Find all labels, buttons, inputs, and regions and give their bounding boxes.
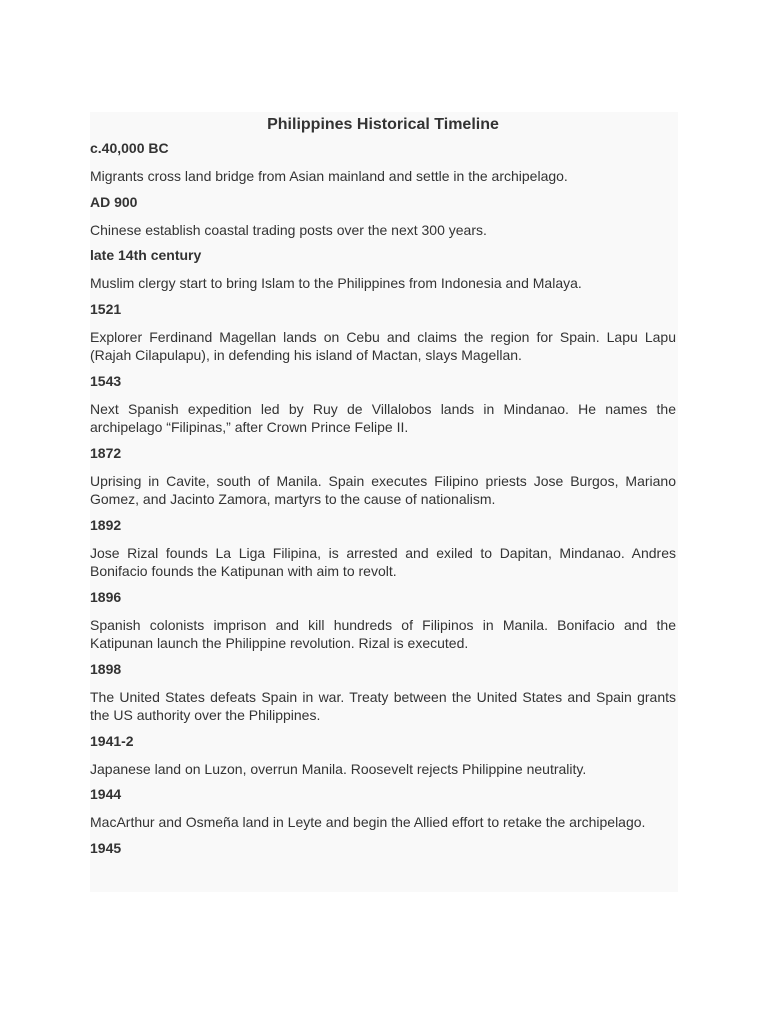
entry-year: 1521 bbox=[90, 300, 122, 317]
entry-year: 1941-2 bbox=[90, 732, 134, 749]
entry-description: Next Spanish expedition led by Ruy de Villalobos lands in Mindanao. He names the archipelago “Filipinas,” after Crown Prince Felipe II. bbox=[90, 400, 676, 435]
page-title: Philippines Historical Timeline bbox=[267, 116, 499, 133]
timeline-entry bbox=[90, 301, 676, 365]
entry-description: Muslim clergy start to bring Islam to the Philippines from Indonesia and Malaya. bbox=[90, 275, 582, 291]
entry-description: MacArthur and Osmeña land in Leyte and begin the Allied effort to retake the archipelago. bbox=[90, 814, 646, 830]
timeline-entry bbox=[90, 194, 676, 240]
entry-description: Jose Rizal founds La Liga Filipina, is arrested and exiled to Dapitan, Mindanao. Andres Bonifacio founds the Katipunan with aim to revolt. bbox=[90, 544, 676, 579]
timeline-entry bbox=[90, 445, 676, 509]
timeline-entry bbox=[90, 589, 676, 653]
entry-year: 1896 bbox=[90, 588, 122, 605]
timeline-entry bbox=[90, 840, 676, 857]
timeline-entry bbox=[90, 373, 676, 437]
timeline-entry bbox=[90, 140, 676, 186]
entry-year: late 14th century bbox=[90, 247, 202, 263]
timeline-entry bbox=[90, 786, 676, 832]
entry-year: AD 900 bbox=[90, 193, 138, 210]
timeline-entry bbox=[90, 247, 676, 293]
entry-year: 1898 bbox=[90, 660, 122, 677]
entry-year: 1872 bbox=[90, 444, 122, 461]
timeline-content bbox=[90, 112, 678, 892]
entry-description: Uprising in Cavite, south of Manila. Spain executes Filipino priests Jose Burgos, Mariano Gomez, and Jacinto Zamora, martyrs to the cause of nationalism. bbox=[90, 472, 676, 507]
timeline-entry bbox=[90, 517, 676, 581]
entry-year: 1945 bbox=[90, 839, 122, 856]
entry-year: 1892 bbox=[90, 516, 122, 533]
entry-description: The United States defeats Spain in war. Treaty between the United States and Spain grants the US authority over the Philippines. bbox=[90, 688, 676, 723]
entry-year: 1543 bbox=[90, 372, 122, 389]
entry-description: Japanese land on Luzon, overrun Manila. Roosevelt rejects Philippine neutrality. bbox=[90, 760, 587, 777]
timeline-entry bbox=[90, 661, 676, 725]
entry-description: Migrants cross land bridge from Asian mainland and settle in the archipelago. bbox=[90, 168, 568, 184]
entry-year: 1944 bbox=[90, 786, 122, 802]
entry-year: c.40,000 BC bbox=[90, 140, 169, 156]
entry-description: Chinese establish coastal trading posts over the next 300 years. bbox=[90, 221, 487, 238]
entry-description: Explorer Ferdinand Magellan lands on Cebu and claims the region for Spain. Lapu Lapu (Rajah Cilapulapu), in defending his island of Mactan, slays Magellan. bbox=[90, 328, 676, 363]
timeline-entry bbox=[90, 733, 676, 779]
entry-description: Spanish colonists imprison and kill hundreds of Filipinos in Manila. Bonifacio and the Katipunan launch the Philippine revolution. Rizal is executed. bbox=[90, 616, 676, 651]
